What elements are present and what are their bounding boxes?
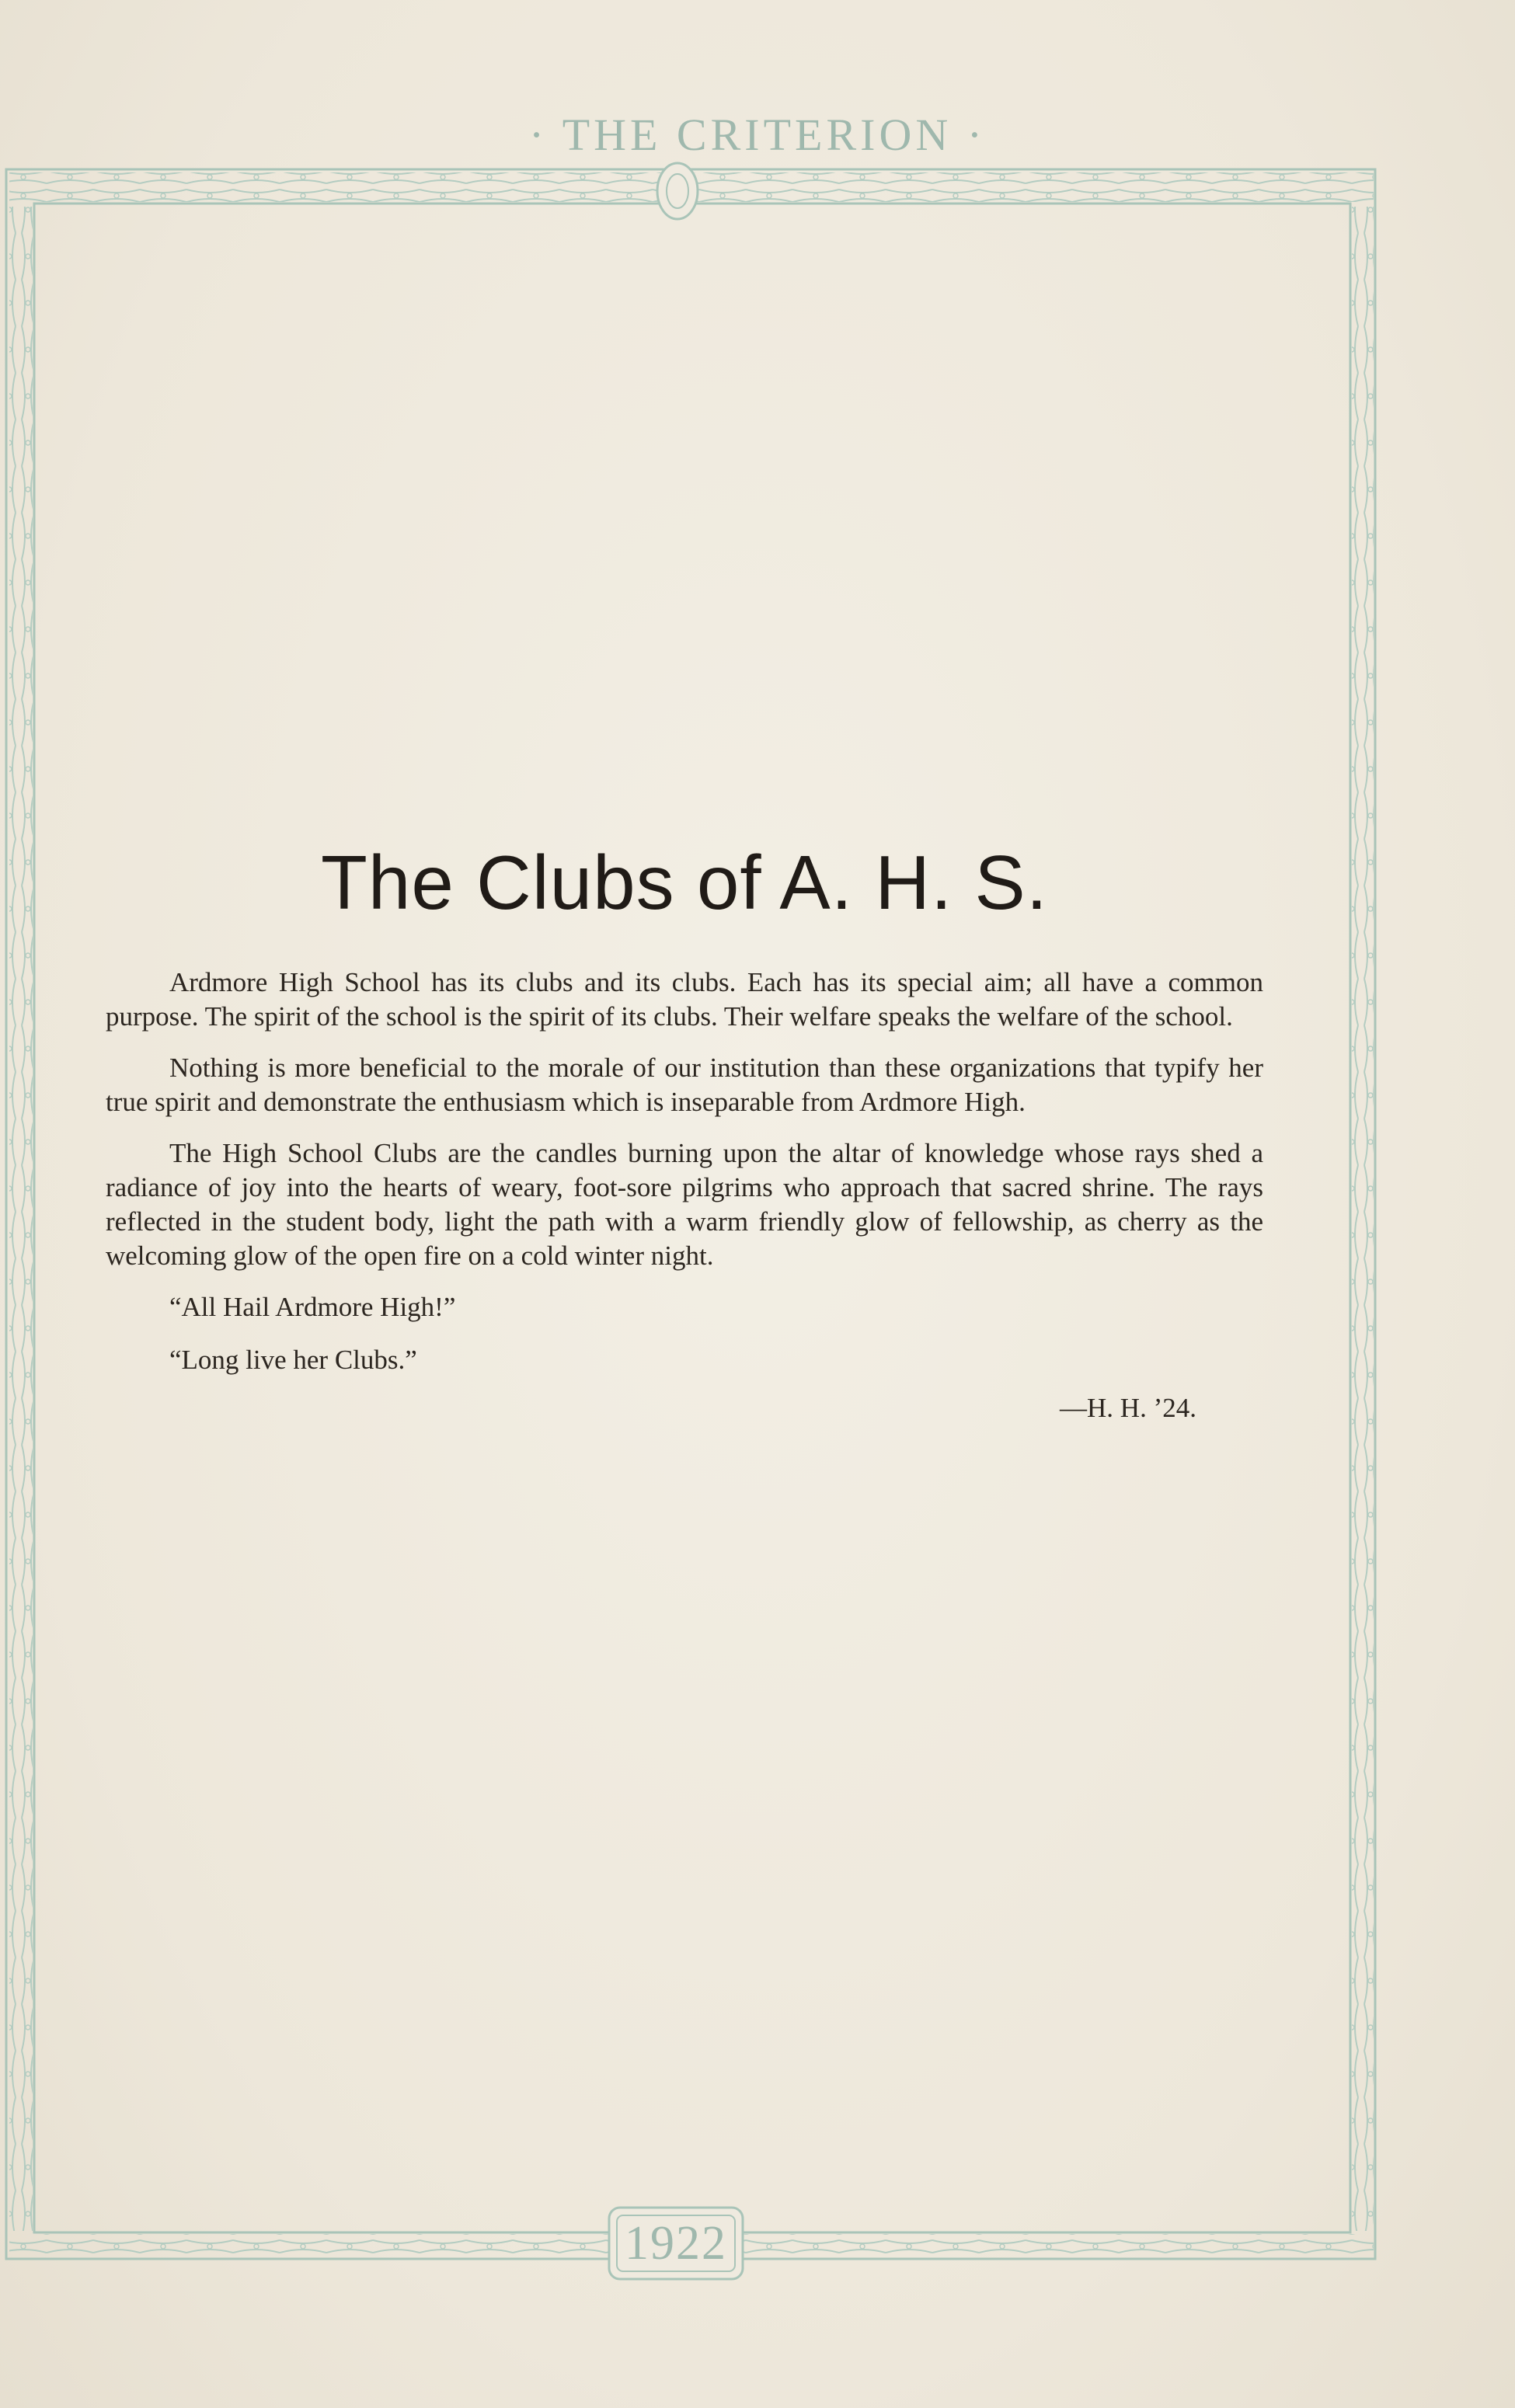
quote-line: “All Hail Ardmore High!” — [169, 1292, 456, 1322]
year-plaque: 1922 — [625, 2216, 727, 2270]
paragraph: Nothing is more beneficial to the morale of our institution than these organizations that typify her true spirit and demonstrate the enthusiasm which is inseparable from Ardmore High. — [106, 1053, 1263, 1117]
quote-line: “Long live her Clubs.” — [169, 1345, 417, 1375]
running-header: · THE CRITERION · — [528, 110, 987, 160]
article — [106, 839, 1263, 1425]
article-title: The Clubs of A. H. S. — [320, 840, 1049, 925]
paragraph: The High School Clubs are the candles burning upon the altar of knowledge whose rays shed a radiance of joy into the hearts of weary, foot-sore pilgrims who approach that sacred shrine. The rays reflected in the student body, light the path with a warm friendly glow of fellowship, as cherry as the welcoming glow of the open fire on a cold winter night. — [106, 1138, 1263, 1271]
author-signature: —H. H. ’24. — [1060, 1393, 1196, 1423]
paragraph: Ardmore High School has its clubs and its clubs. Each has its special aim; all have a common purpose. The spirit of the school is the spirit of its clubs. Their welfare speaks the welfare of the school. — [106, 967, 1263, 1032]
